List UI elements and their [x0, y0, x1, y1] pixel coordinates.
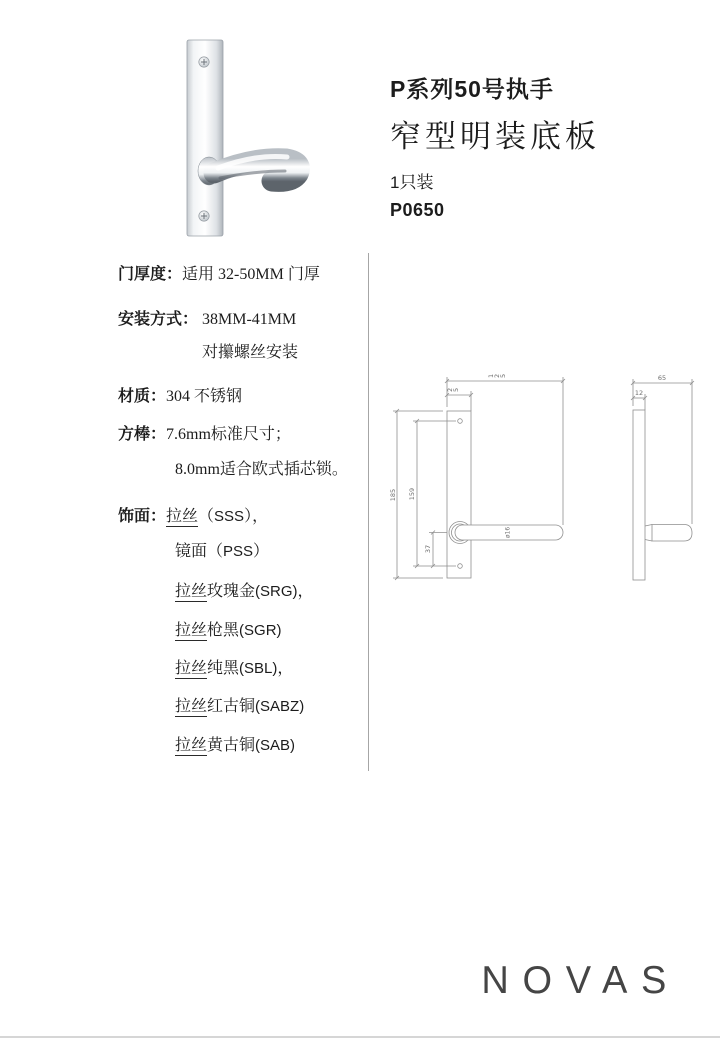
spec-finish-sss: 饰面：拉丝（SSS）， [118, 508, 269, 525]
dim-hole-to-handle [424, 531, 447, 569]
product-name: 窄型明装底板 [390, 119, 600, 154]
front-view-drawing [385, 358, 575, 590]
model-number: P0650 [390, 200, 445, 220]
screw-hole-bottom [458, 564, 463, 569]
dim-plate-thickness [631, 389, 647, 410]
spec-install-method-line2: 对攥螺丝安装 [202, 344, 299, 361]
page-bottom-rule [0, 1036, 720, 1038]
svg-text:65: 65 [657, 374, 667, 382]
svg-text:185: 185 [389, 488, 397, 502]
dim-lever-diameter: ø16 [504, 526, 512, 539]
spec-finish-srg: 拉丝玫瑰金(SRG)， [175, 583, 314, 600]
dim-plate-width [445, 386, 473, 411]
backplate [187, 40, 223, 236]
series-title: P系列50号执手 [390, 76, 554, 102]
screw-bottom [199, 211, 209, 221]
spec-finish-sab: 拉丝黄古铜(SAB) [175, 737, 296, 754]
dim-plate-height [389, 409, 443, 580]
brand-logo: NOVAS [481, 959, 680, 1003]
svg-text:159: 159 [408, 487, 416, 501]
spec-spindle-line2: 8.0mm适合欧式插芯锁。 [175, 461, 348, 478]
svg-text:12: 12 [634, 389, 644, 397]
spec-finish-pss: 镜面（PSS） [175, 543, 270, 560]
spec-door-thickness: 门厚度：适用 32-50MM 门厚 [118, 266, 320, 283]
screw-top [199, 57, 209, 67]
pack-quantity: 1只装 [390, 173, 434, 192]
handle-neck [645, 525, 652, 542]
screw-hole-top [458, 419, 463, 424]
spec-material: 材质：304 不锈钢 [118, 388, 243, 405]
spec-finish-sbl: 拉丝纯黑(SBL)， [175, 660, 294, 677]
svg-text:25: 25 [445, 385, 460, 392]
spec-finish-sabz: 拉丝红古铜(SABZ) [175, 698, 305, 715]
handle-profile [652, 525, 692, 542]
divider-line [368, 253, 369, 771]
svg-text:125: 125 [486, 371, 508, 378]
spec-spindle: 方棒：7.6mm标准尺寸； [118, 426, 291, 443]
spec-install-method: 安装方式： 38MM-41MM [118, 311, 297, 328]
dim-hole-spacing [408, 419, 456, 568]
lever-handle [198, 156, 300, 185]
spec-finish-sgr: 拉丝枪黑(SGR) [175, 622, 282, 639]
product-photo [160, 25, 330, 250]
plate-profile [633, 410, 645, 580]
plate-outline [447, 411, 471, 578]
side-view-drawing [615, 358, 715, 590]
svg-text:37: 37 [424, 544, 432, 554]
